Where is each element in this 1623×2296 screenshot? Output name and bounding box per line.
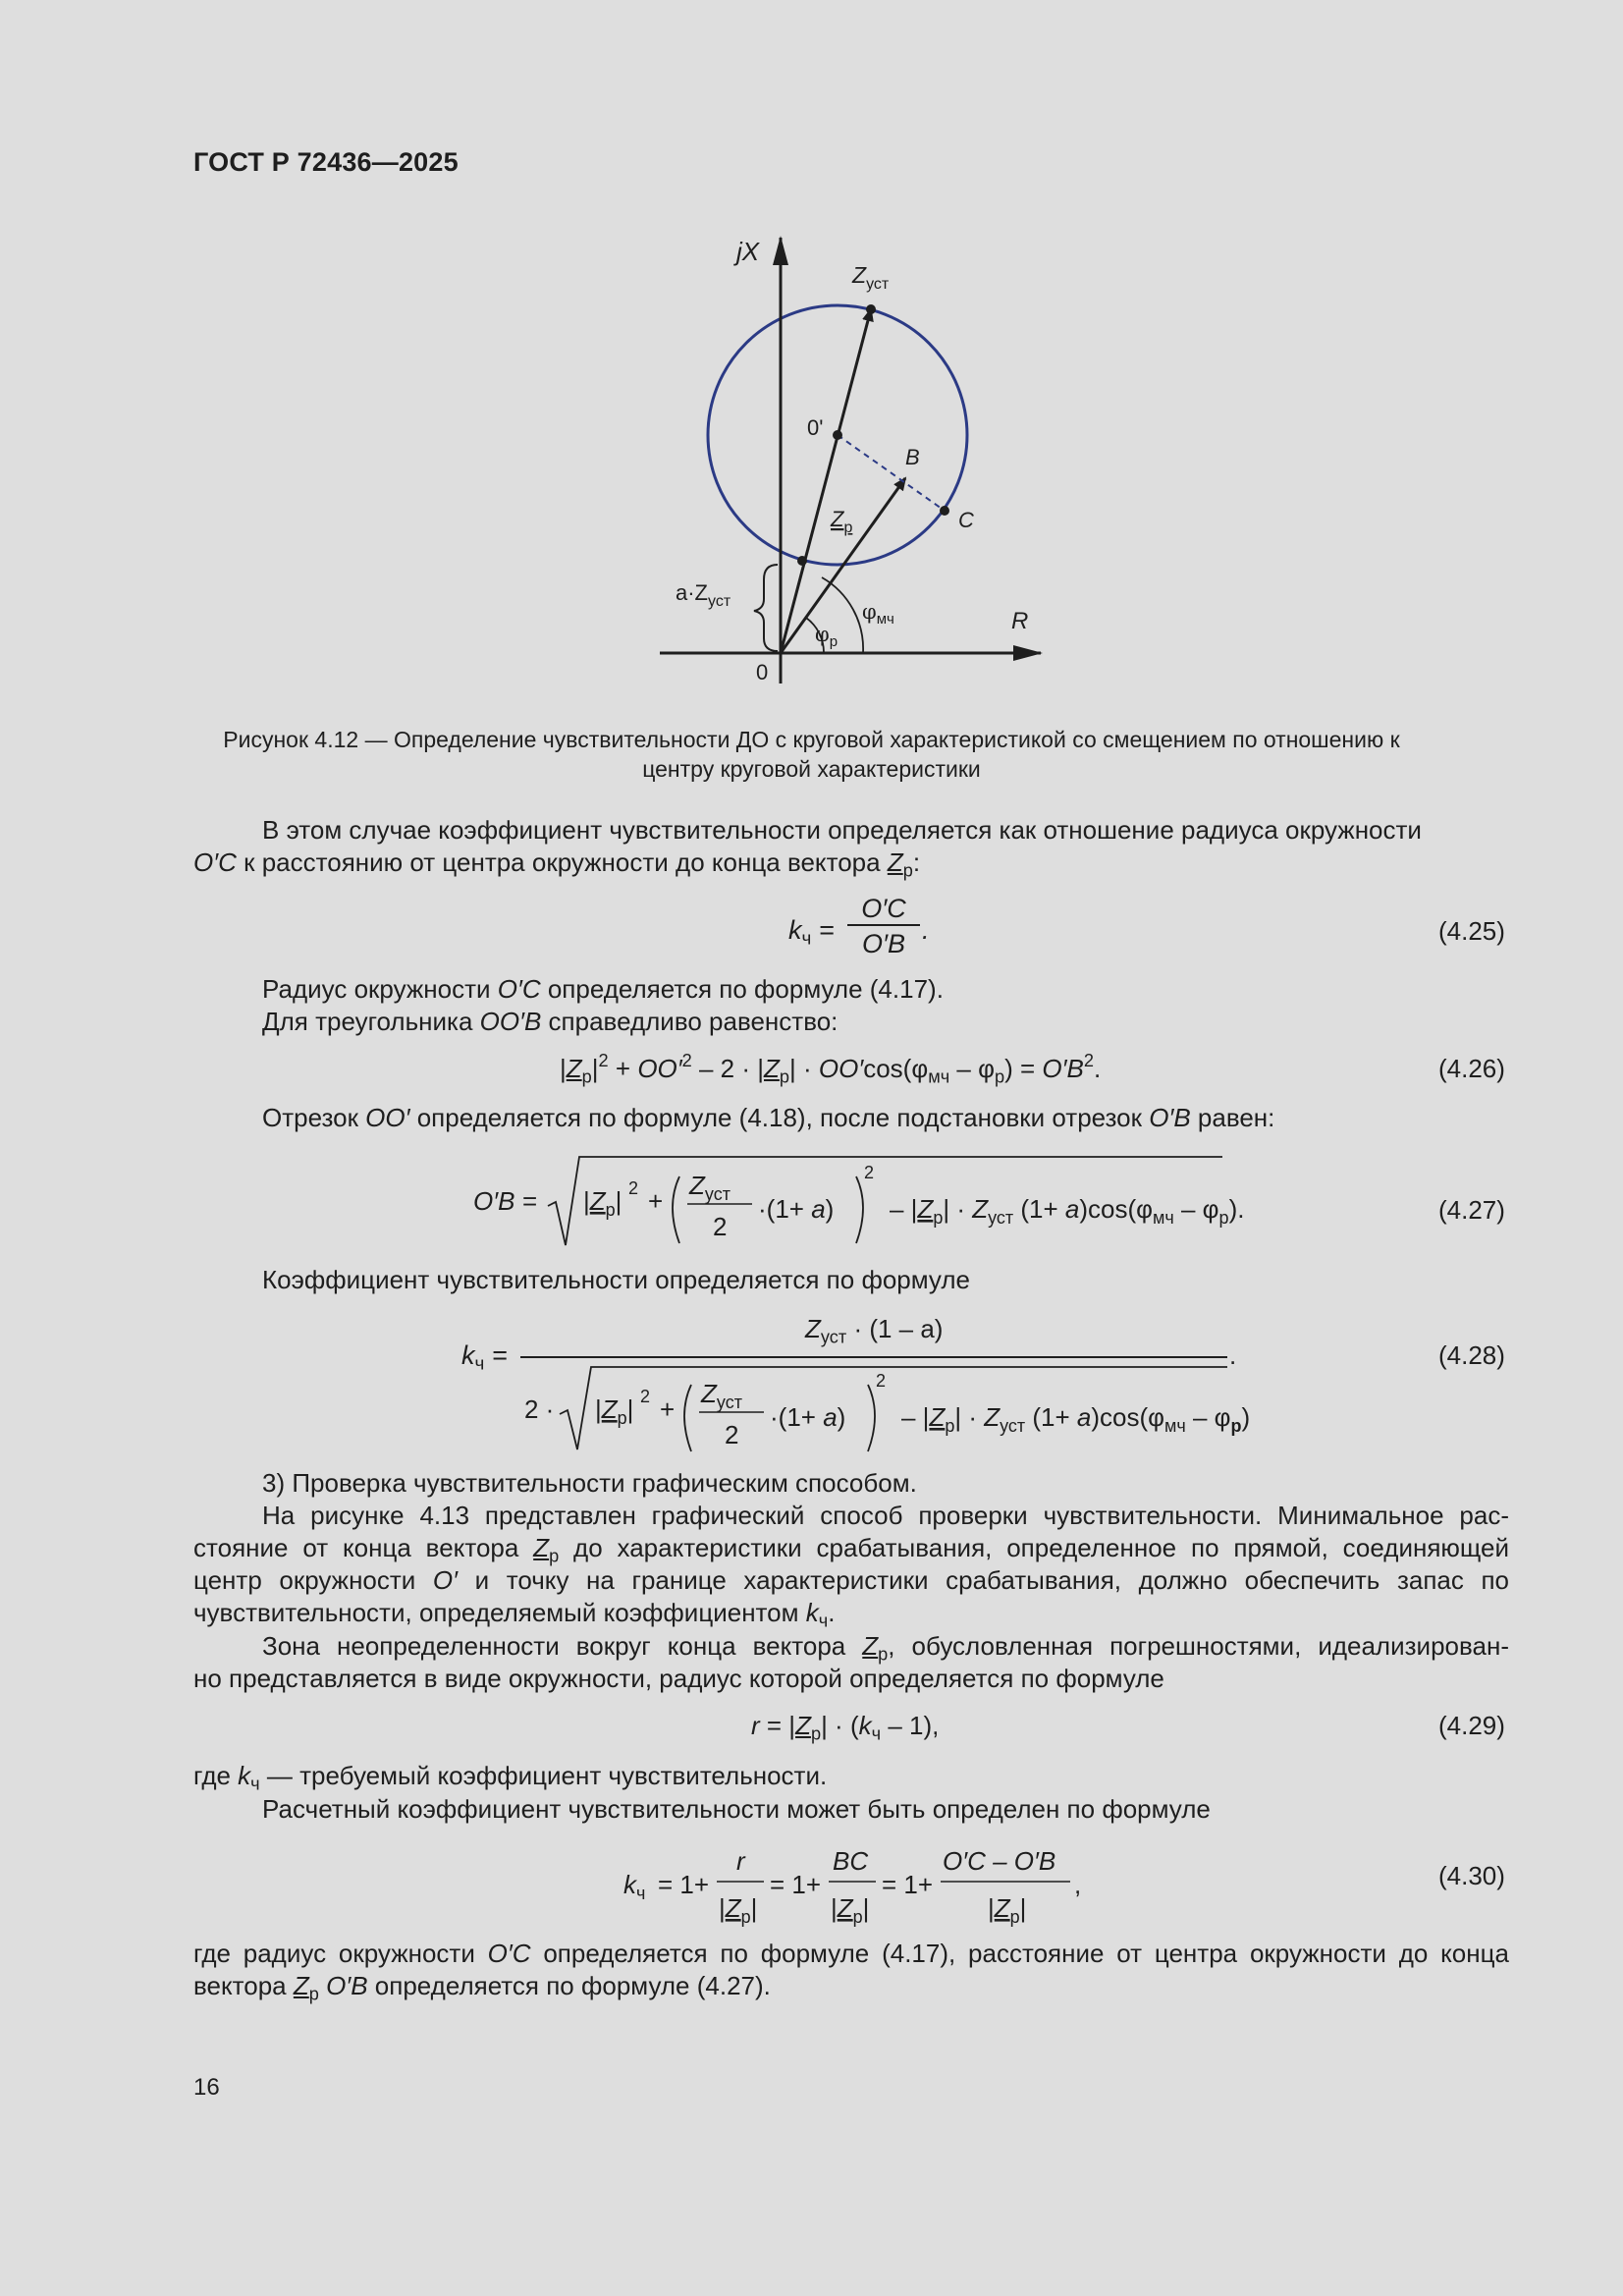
para-11-line-1: где радиус окружности O′C определяется по формуле (4.17), расстояние от центра окружности до конца	[193, 1939, 1509, 1968]
label-phi-mch: $\varphi_{мч}$	[862, 600, 894, 628]
formula-4-30	[619, 1834, 1090, 1933]
para-9: где $k_ч$ — требуемый коэффициент чувствительности.	[193, 1761, 828, 1794]
svg-text:2: 2	[640, 1387, 651, 1406]
figure-caption: Рисунок 4.12 — Определение чувствительности ДО с круговой характеристикой со смещением по отношению к центру круговой характеристики	[223, 727, 1400, 782]
formula-4-28-denominator	[520, 1359, 1251, 1457]
svg-text:+: +	[648, 1186, 664, 1216]
svg-text:2: 2	[864, 1163, 875, 1182]
svg-text:r: r	[736, 1846, 745, 1876]
label-jx: jX	[736, 237, 760, 266]
svg-text:2: 2	[628, 1178, 639, 1198]
svg-text:·(1+ a): ·(1+ a)	[770, 1402, 846, 1432]
label-c: C	[958, 508, 974, 532]
eq-number-4-27: (4.27)	[1438, 1195, 1505, 1225]
para-10: Расчетный коэффициент чувствительности может быть определен по формуле	[262, 1794, 1211, 1824]
eq-number-4-26: (4.26)	[1438, 1054, 1505, 1083]
label-b: B	[905, 445, 920, 469]
svg-text:= 1+: = 1+	[770, 1870, 822, 1899]
label-zp: $Z_р$	[831, 507, 853, 536]
svg-text:– |Zр| · Zуст (1+ a)cos(φмч –: – $|Z_р| \cdot Z_{уст}$ $(1+ a)\cos(\varphi_{мч} - \varphi_р)$.	[890, 1194, 1245, 1228]
document-page: ГОСТ Р 72436—2025 jX $Z_{уст}$ 0' B C $Z_р$ $a\cdot Z_{уст}$ $\varphi_{мч}$ $\varphi_р$ R 0 Рисунок 4.12 — Определение чувствительности ДО с круговой характеристикой со смещением по отношению к центру круговой характеристики В этом случае коэффициент чувствительности определяется как отношение радиуса окружности O′C к расстоянию от центра окружности до конца вектора $Z_р$: $k_ч$ = O′C O′B . (4.25) Радиус окружности O′C определяется по формуле (4.17). Для треугольника OO′B справедливо равенство: $|Z_р|^2 + OO'^2 - 2 \cdot |Z_р| \cdot OO'\cos(\varphi_{мч} - \varphi_р) = O'B^2$. (4.26) Отрезок OO′ определяется по формуле (4.18), после подстановки отрезок O′B равен: O′B = $|Z_р|$ 2 + $Z_{уст}$ 2 ·(1+ a) 2 – $|Z_р| \cdot Z_{уст}$ $(1+ a)\cos(\varphi_{мч} - \varphi_р)$. (4.27) Коэффициент чувствительности определяется по формуле $k_ч$ = $Z_{уст} \cdot (1 - a)$ . 2 · $|Z_р|$ 2 + $Z_{уст}$ 2 ·(1+ a) 2 – $|Z_р| \cdot Z_{уст}$ $(1+ a)\cos(\varphi_{мч} - \varphi_р)$ (4.28) 3) Проверка чувствительности графическим способом. На рисунке 4.13 представлен графический способ проверки чувствительности. Минимальное рас- стояние от конца вектора $Z_р$ до характеристики срабатывания, определенное по прямой, соединяющей центр окружности O′ и точку на границе характеристики срабатывания, должно обеспечить запас по чувствительности, определяемый коэффициентом $k_ч$. Зона неопределенности вокруг конца вектора $Z_р$, обусловленная погрешностями, идеализирован- но представляется в виде окружности, радиус которой определяется по формуле $r = |Z_р| \cdot (k_ч - 1)$, (4.29) где $k_ч$ — требуемый коэффициент чувствительности. Расчетный коэффициент чувствительности может быть определен по формуле $k_ч$ = 1+ r $|Z_р|$ = 1+ BC $|Z_р|$ = 1+ O′C – O′B $|Z_р|$ , (4.30) где радиус окружности O′C определяется по формуле (4.17), расстояние от центра окружности до конца вектора $Z_р$ O′B определяется по формуле (4.27). 16	[0, 0, 1623, 2296]
para-7-line-1: На рисунке 4.13 представлен графический способ проверки чувствительности. Минимальное рас-	[262, 1501, 1509, 1530]
para-7-line-2: стояние от конца вектора $Z_р$ до характеристики срабатывания, определенное по прямой, соединяющей	[193, 1533, 1509, 1566]
para-1-line-2: O′C к расстоянию от центра окружности до конца вектора $Z_р$:	[193, 847, 921, 881]
formula-4-26: $|Z_р|^2 + OO'^2 - 2 \cdot |Z_р| \cdot OO'\cos(\varphi_{мч} - \varphi_р) = O'B^2$.	[560, 1051, 1102, 1087]
page-number: 16	[193, 2074, 220, 2101]
label-a-zust: $a\cdot Z_{уст}$	[676, 580, 731, 610]
svg-text:2: 2	[713, 1212, 728, 1241]
svg-text:2: 2	[876, 1371, 887, 1391]
formula-4-28-lhs: $k_ч$ =	[461, 1340, 508, 1375]
svg-text:= 1+: = 1+	[658, 1870, 710, 1899]
svg-text:|Zр|: $|Z_р|$	[595, 1394, 634, 1428]
para-7-line-3: центр окружности O′ и точку на границе характеристики срабатывания, должно обеспечить запас по	[193, 1565, 1509, 1595]
formula-4-29: $r = |Z_р| \cdot (k_ч - 1)$,	[751, 1711, 940, 1744]
para-6: 3) Проверка чувствительности графическим способом.	[262, 1468, 917, 1498]
svg-text:2: 2	[725, 1420, 739, 1449]
document-code: ГОСТ Р 72436—2025	[193, 147, 459, 177]
svg-text:|Zр|: $|Z_р|$	[583, 1186, 622, 1220]
para-4: Отрезок OO′ определяется по формуле (4.18), после подстановки отрезок O′B равен:	[262, 1103, 1275, 1132]
label-zust: $Z_{уст}$	[852, 262, 890, 293]
svg-text:|Zр|: $|Z_р|$	[719, 1893, 758, 1927]
para-2: Радиус окружности O′C определяется по формуле (4.17).	[262, 974, 944, 1004]
label-o-prime: 0'	[807, 415, 824, 440]
svg-text:·(1+ a): ·(1+ a)	[758, 1194, 835, 1224]
eq-number-4-28: (4.28)	[1438, 1340, 1505, 1370]
svg-text:BC: BC	[833, 1846, 869, 1876]
eq-number-4-30: (4.30)	[1438, 1861, 1505, 1890]
svg-text:Zуст: $Z_{уст}$	[701, 1379, 742, 1412]
svg-text:= 1+: = 1+	[882, 1870, 934, 1899]
label-phi-p: $\varphi_р$	[815, 623, 839, 650]
point-lower	[797, 556, 807, 566]
formula-4-28-numerator: $Z_{уст} \cdot (1 - a)$	[805, 1314, 944, 1347]
para-8-line-1: Зона неопределенности вокруг конца вектора $Z_р$, обусловленная погрешностями, идеализирован-	[262, 1631, 1509, 1665]
formula-4-27	[461, 1147, 1247, 1255]
svg-text:Zуст: $Z_{уст}$	[689, 1171, 730, 1204]
svg-text:O′B =: O′B =	[473, 1186, 537, 1216]
offset-brace	[754, 565, 778, 651]
svg-text:,: ,	[1074, 1870, 1082, 1899]
formula-4-28-dot: .	[1229, 1340, 1237, 1370]
para-5: Коэффициент чувствительности определяется по формуле	[262, 1265, 970, 1294]
svg-text:2 ·: 2 ·	[524, 1394, 555, 1424]
eq-number-4-25: (4.25)	[1438, 916, 1505, 946]
impedance-diagram	[628, 226, 1060, 697]
zust-vector	[781, 309, 871, 653]
label-origin: 0	[756, 660, 769, 684]
svg-text:+: +	[660, 1394, 676, 1424]
svg-text:|Zр|: $|Z_р|$	[831, 1893, 870, 1927]
formula-4-28-fraction-bar	[520, 1356, 1227, 1358]
eq-number-4-29: (4.29)	[1438, 1711, 1505, 1740]
svg-text:|Zр|: $|Z_р|$	[988, 1893, 1027, 1927]
point-c	[940, 506, 949, 516]
para-3: Для треугольника OO′B справедливо равенство:	[262, 1007, 839, 1036]
svg-text:– |Zр| · Zуст (1+ a)cos(φмч –: – $|Z_р| \cdot Z_{уст}$ $(1+ a)\cos(\varphi_{мч} - \varphi_р)$	[901, 1402, 1251, 1436]
para-8-line-2: но представляется в виде окружности, радиус которой определяется по формуле	[193, 1664, 1164, 1693]
label-r: R	[1011, 608, 1029, 634]
point-o-prime	[833, 430, 842, 440]
para-1-line-1: В этом случае коэффициент чувствительности определяется как отношение радиуса окружности	[262, 815, 1422, 845]
para-11-line-2: вектора $Z_р$ O′B определяется по формуле (4.27).	[193, 1971, 771, 2004]
para-7-line-4: чувствительности, определяемый коэффициентом $k_ч$.	[193, 1598, 836, 1631]
point-zust	[866, 304, 876, 314]
svg-text:O′C – O′B: O′C – O′B	[943, 1846, 1056, 1876]
svg-text:kч: $k_ч$	[623, 1870, 646, 1903]
